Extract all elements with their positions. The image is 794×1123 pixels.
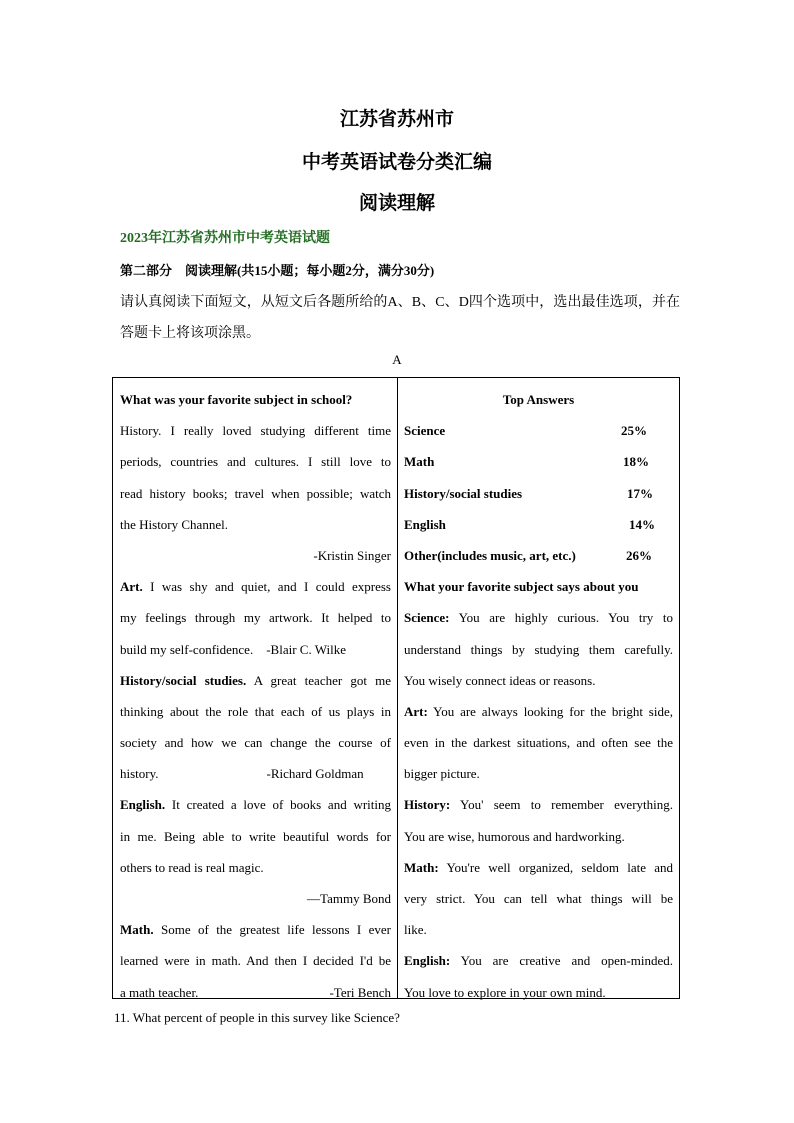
history-line: the History Channel. [120, 516, 228, 532]
social-author: -Richard Goldman [266, 766, 364, 782]
english-line: in me. Being able to write beautiful words for [120, 828, 391, 844]
doc-title-topic: 阅读理解 [358, 193, 435, 214]
answer-row [404, 509, 673, 540]
history-trait-text: You' seem to remember everything. [450, 797, 673, 813]
answer-name: Science [404, 423, 446, 439]
instructions: 请认真阅读下面短文，从短文后各题所给的A、B、C、D四个选项中，选出最佳选项，并在答题卡上将该项涂黑。 [120, 295, 680, 341]
math-trait-line [404, 852, 673, 883]
answer-row [404, 540, 673, 571]
math-last: a math teacher. [120, 984, 199, 1000]
survey-question: What was your favorite subject in school? [120, 392, 353, 407]
social-line [120, 758, 391, 789]
english-text: It created a love of books and writing [165, 797, 391, 813]
top-answers-title: Top Answers [502, 392, 575, 407]
survey-left-column [113, 378, 398, 998]
english-trait-line [404, 945, 673, 976]
answer-pct: 14% [629, 516, 655, 532]
math-line: learned were in math. And then I decided I'd be [120, 953, 391, 969]
art-line [120, 634, 391, 665]
science-heading: Science: [404, 610, 450, 626]
answer-row [404, 446, 673, 477]
art-last: build my self-confidence. [120, 641, 254, 657]
english-heading: English. [120, 797, 166, 813]
answer-pct: 17% [627, 485, 653, 501]
art-trait-line [404, 696, 673, 727]
answer-pct: 25% [621, 423, 647, 439]
science-line: You wisely connect ideas or reasons. [404, 672, 596, 688]
survey-right-column [398, 378, 679, 998]
social-line: thinking about the role that each of us plays in [120, 703, 391, 719]
answer-name: Math [404, 454, 435, 470]
art-trait-line: even in the darkest situations, and often see the [404, 735, 673, 751]
math-line [120, 977, 391, 1008]
section-heading: 第二部分 阅读理解(共15小题；每小题2分，满分30分) [120, 263, 435, 278]
english-line: others to read is real magic. [120, 859, 264, 875]
doc-title-collection: 中考英语试卷分类汇编 [301, 152, 492, 173]
art-heading: Art. [120, 579, 143, 595]
science-line [404, 602, 673, 633]
answer-pct: 18% [623, 454, 649, 470]
history-line: periods, countries and cultures. I still love to [120, 454, 391, 470]
english-line [120, 789, 391, 820]
history-author: -Kristin Singer [313, 547, 391, 563]
art-author: -Blair C. Wilke [266, 641, 346, 657]
english-trait-line: You love to explore in your own mind. [404, 984, 606, 1000]
math-line [120, 914, 391, 945]
science-text: You are highly curious. You try to [449, 610, 673, 626]
history-line: History. I really loved studying different time [120, 423, 391, 439]
math-trait-heading: Math: [404, 859, 439, 875]
math-trait-line: like. [404, 922, 427, 938]
history-trait-line [404, 789, 673, 820]
science-line: understand things by studying them carefully. [404, 641, 673, 657]
history-trait-heading: History: [404, 797, 451, 813]
doc-title-region: 江苏省苏州市 [339, 109, 454, 130]
answer-row [404, 415, 673, 446]
social-line [120, 665, 391, 696]
social-last: history. [120, 766, 159, 782]
art-line: my feelings through my artwork. It helped to [120, 610, 391, 626]
math-trait-text: You're well organized, seldom late and [438, 859, 673, 875]
question-11: 11. What percent of people in this survey like Science? [114, 1010, 400, 1025]
answer-name: Other(includes music, art, etc.) [404, 547, 576, 563]
answer-name: History/social studies [404, 485, 523, 501]
answer-row [404, 478, 673, 509]
social-text: A great teacher got me [246, 672, 391, 688]
exam-title: 2023年江苏省苏州市中考英语试题 [120, 231, 330, 246]
art-trait-line: bigger picture. [404, 766, 480, 782]
passage-label: A [392, 352, 402, 367]
answer-name: English [404, 516, 446, 532]
survey-table [112, 377, 680, 999]
art-line [120, 571, 391, 602]
english-trait-text: You are creative and open-minded. [450, 953, 673, 969]
social-line: society and how we can change the course of [120, 735, 391, 751]
history-trait-line: You are wise, humorous and hardworking. [404, 828, 625, 844]
math-heading: Math. [120, 922, 154, 938]
math-text: Some of the greatest life lessons I ever [153, 922, 391, 938]
art-trait-text: You are always looking for the bright side, [427, 703, 673, 719]
english-author: —Tammy Bond [307, 891, 391, 906]
answer-pct: 26% [626, 547, 652, 563]
history-line: read history books; travel when possible; watch [120, 485, 391, 501]
english-trait-heading: English: [404, 953, 451, 969]
art-text: I was shy and quiet, and I could express [142, 579, 391, 595]
says-title: What your favorite subject says about you [404, 579, 639, 595]
art-trait-heading: Art: [404, 703, 428, 719]
math-trait-line: very strict. You can tell what things will be [404, 891, 673, 906]
social-heading: History/social studies. [120, 672, 247, 688]
math-author: -Teri Bench [329, 984, 391, 1000]
